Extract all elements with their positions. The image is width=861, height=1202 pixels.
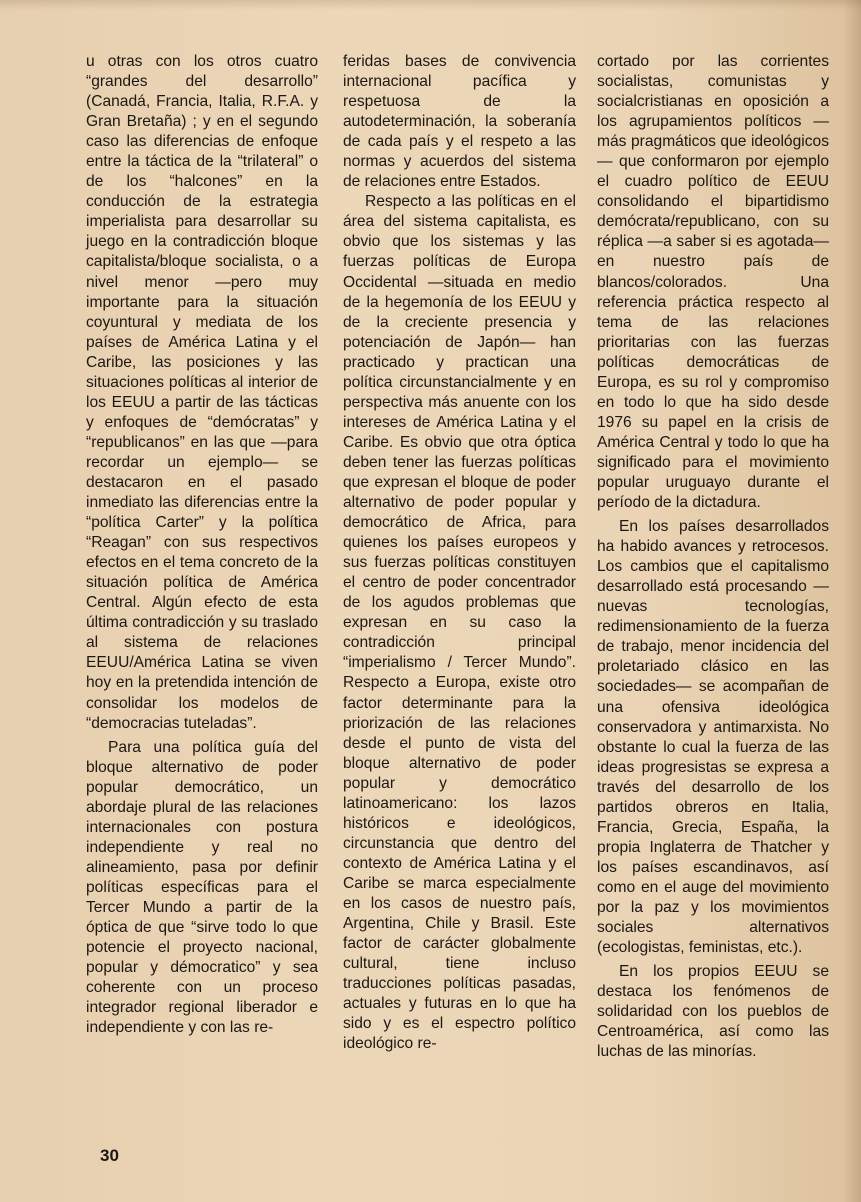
paragraph: u otras con los otros cuatro “grandes del desarrollo” (Canadá, Francia, Italia, R.F.A. y Gran Bretaña) ; y en el segundo caso las diferencias de enfoque entre la táctica de la “trilateral” o de los “halcones” en la conducción de la estrategia imperialista para desarrollar su juego en la contradicción bloque capitalista/bloque socialista, o a nivel menor —pero muy importante para la situación coyuntural y mediata de los países de América Latina y el Caribe, las posiciones y las situaciones políticas al interior de los EEUU a partir de las tácticas y enfoques de “demócratas” y “republicanos” en las que —para recordar un ejemplo— se destacaron en el pasado inmediato las diferencias entre la “política Carter” y la política “Reagan” con sus respectivos efectos en el tema concreto de la situación política de América Central. Algún efecto de esta última contradicción y su traslado al sistema de relaciones EEUU/América Latina se viven hoy en la pretendida intención de consolidar los modelos de “democracias tuteladas”.: [86, 53, 318, 732]
paragraph: Respecto a las políticas en el área del sistema capitalista, es obvio que los sistemas y las fuerzas políticas de Europa Occidental —situada en medio de la hegemonía de los EEUU y de la creciente presencia y potenciación de Japón— han practicado y practican una política circunstancialmente y en perspectiva más anuente con los intereses de América Latina y el Caribe. Es obvio que otra óptica deben tener las fuerzas políticas que expresan el bloque de poder alternativo de poder popular y democrático de Africa, para quienes los países europeos y sus fuerzas políticas constituyen el centro de poder concentrador de los agudos problemas que expresan en su caso la contradicción principal “imperialismo / Tercer Mundo”. Respecto a Europa, existe otro factor determinante para la priorización de las relaciones desde el punto de vista del bloque alternativo de poder popular y democrático latinoamericano: los lazos históricos e ideológicos, circunstancia que dentro del contexto de América Latina y el Caribe se marca especialmente en los casos de nuestro país, Argentina, Chile y Brasil. Este factor de carácter globalmente cultural, tiene incluso traducciones políticas pasadas, actuales y futuras en lo que ha sido y es el espectro político ideológico re-: [343, 193, 576, 1053]
page-top-edge-shadow: [0, 0, 861, 10]
text-column-1: [86, 52, 318, 1038]
paragraph: feridas bases de convivencia internacional pacífica y respetuosa de la autodeterminación, la soberanía de cada país y el respeto a las normas y acuerdos del sistema de relaciones entre Estados.: [343, 53, 576, 191]
paragraph: En los propios EEUU se destaca los fenómenos de solidaridad con los pueblos de Centroamérica, así como las luchas de las minorías.: [597, 963, 829, 1061]
page-number: 30: [100, 1146, 119, 1165]
paragraph: Para una política guía del bloque alternativo de poder popular democrático, un abordaje plural de las relaciones internacionales con postura independiente y real no alineamiento, pasa por definir políticas específicas para el Tercer Mundo a partir de la óptica de que “sirve todo lo que potencie el proyecto nacional, popular y démocratico” y sea coherente con un proceso integrador regional liberador e independiente y con las re-: [86, 738, 318, 1037]
paragraph: cortado por las corrientes socialistas, comunistas y socialcristianas en oposición a los agrupamientos políticos —más pragmáticos que ideológicos— que conformaron por ejemplo el cuadro político de EEUU consolidando el bipartidismo demócrata/republicano, con su réplica —a saber si es agotada— en nuestro país de blancos/colorados. Una referencia práctica respecto al tema de las relaciones prioritarias con las fuerzas políticas democráticas de Europa, es su rol y compromiso en todo lo que ha sido desde 1976 su papel en la crisis de América Central y todo lo que ha significado para el movimiento popular uruguayo durante el período de la dictadura.: [597, 53, 829, 512]
paragraph: En los países desarrollados ha habido avances y retrocesos. Los cambios que el capitalismo desarrollado está procesando —nuevas tecnologías, redimensionamiento de la fuerza de trabajo, menor incidencia del proletariado clásico en las sociedades— se acompañan de una ofensiva ideológica conservadora y antimarxista. No obstante lo cual la fuerza de las ideas progresistas se expresa a través del desarrollo de los partidos obreros en Italia, Francia, Grecia, España, la propia Inglaterra de Thatcher y los países escandinavos, así como en el auge del movimiento por la paz y los movimientos sociales alternativos (ecologistas, feministas, etc.).: [597, 518, 829, 957]
text-column-2: [343, 52, 576, 1054]
page-fold-shadow: [843, 0, 861, 1202]
text-column-3: [597, 52, 829, 1062]
